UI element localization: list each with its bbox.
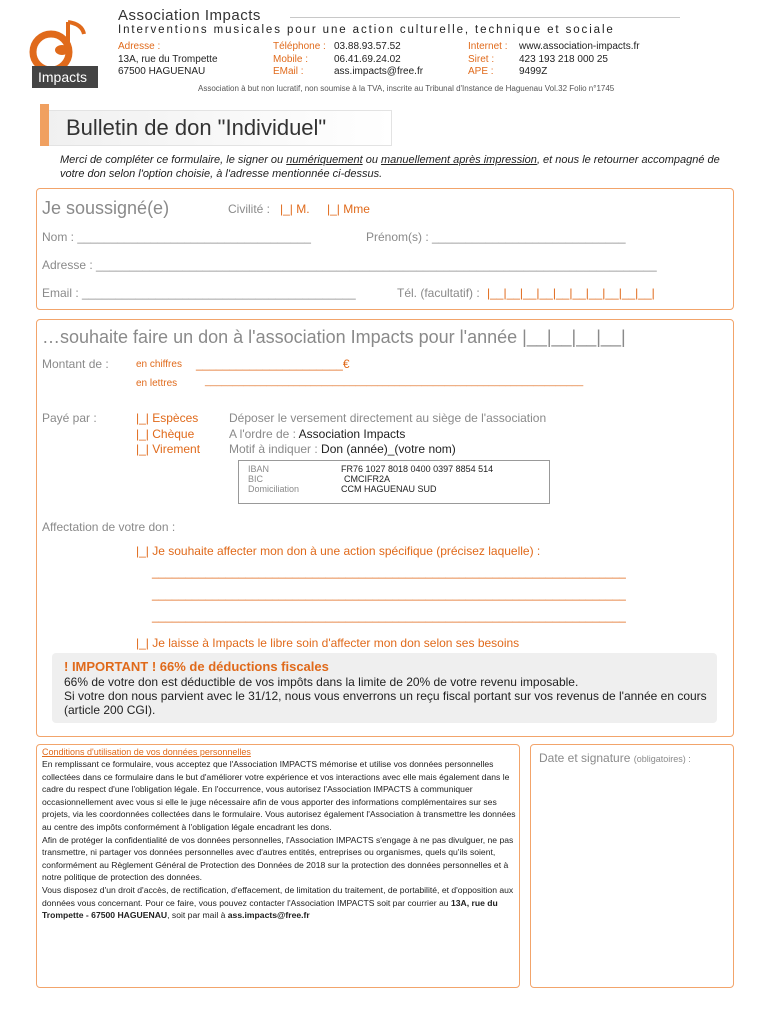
tel-field[interactable]: |__|__|__|__|__|__|__|__|__|__| [487, 286, 655, 300]
payment-methods [136, 411, 200, 458]
org-name: Association Impacts [118, 7, 261, 24]
email-label: EMail : [273, 66, 304, 77]
identity-heading: Je soussigné(e) [42, 198, 170, 218]
important-line2: Si votre don nous parvient avec le 31/12, nous vous enverrons un reçu fiscal portant sur vos revenus de l'année en cours (article 200 CGI). [64, 689, 707, 717]
logo-text: Impacts [38, 69, 88, 85]
conditions-text [42, 758, 516, 922]
specific-action-line-3[interactable]: _______________________________________________________________________ [152, 609, 626, 623]
internet-value[interactable]: www.association-impacts.fr [519, 41, 640, 52]
address-block [118, 41, 218, 79]
lettres-label: en lettres [136, 378, 178, 389]
address-line1: 13A, rue du Trompette [118, 53, 218, 65]
phone-value: 03.88.93.57.52 [334, 41, 401, 52]
conditions-p1: En remplissant ce formulaire, vous acceptez que l'Association IMPACTS mémorise et utilise vos données personnelles collectées dans ce formulaire dans le but d'améliorer votre expérience et vos interactions avec elle mais également dans le cadre du respect d'une l'obligation légale. En l'occurrence, vous autorisez l'Association IMPACTS à communiquer occasionnellement avec vous si elle le juge nécessaire afin de vous apporter des informations complémentaires sur ses projets, via les coordonnées collectées dans le formulaire. Vous autorisez également l'Association à transmettre les données au centre des impôts conformément à l'obligation légale encadrant les dons. [42, 759, 516, 832]
instruction-especes: Déposer le versement directement au siège de l'association [229, 411, 547, 425]
motif-value: Don (année)_(votre nom) [321, 442, 456, 456]
paye-label: Payé par : [42, 411, 97, 425]
org-tagline: Interventions musicales pour une action culturelle, technique et sociale [118, 24, 615, 36]
specific-action-checkbox[interactable]: |_| Je souhaite affecter mon don à une action spécifique (précisez laquelle) : [136, 544, 541, 558]
intro-text [60, 153, 730, 181]
signature-section[interactable] [530, 744, 734, 988]
conditions-p3 [42, 884, 516, 922]
intro-manual-link: manuellement après impression [381, 154, 537, 166]
signature-label [539, 751, 691, 765]
conditions-p3-text: Vous disposez d'un droit d'accès, de rectification, d'effacement, de limitation du traitement, de portabilité, et d'opposition aux données vous concernant. Pour ce faire, vous pouvez contacter l'Association IMPACTS soit par courrier au [42, 884, 514, 908]
cheque-order-label: A l'ordre de : [229, 426, 299, 441]
montant-label: Montant de : [42, 357, 109, 371]
affectation-label: Affectation de votre don : [42, 520, 176, 534]
donation-heading: …souhaite faire un don à l'association Impacts pour l'année |__|__|__|__| [42, 327, 626, 347]
domiciliation-value: CCM HAGUENAU SUD [341, 484, 437, 494]
contact-values [334, 41, 423, 79]
important-text [64, 675, 709, 717]
civility-mme-checkbox[interactable]: |_| Mme [327, 202, 370, 216]
prenom-field[interactable]: Prénom(s) : _____________________________ [366, 230, 626, 244]
page-title: Bulletin de don "Individuel" [66, 115, 327, 140]
instruction-virement [229, 442, 546, 458]
free-allocation-checkbox[interactable]: |_| Je laisse à Impacts le libre soin d'affecter mon don selon ses besoins [136, 636, 520, 650]
legal-mention: Association à but non lucratif, non soumise à la TVA, inscrite au Tribunal d'Instance de Haguenau Vol.32 Folio n°1745 [198, 84, 615, 93]
conditions-p2: Afin de protéger la confidentialité de vos données personnelles, l'Association IMPACTS s'engage à ne pas divulguer, ne pas transmettre, ni partager vos données personnelles avec d'autres entités, entreprises ou organismes, quels qu'ils soient, conformément au Règlement Général de Protection des Données de 2018 sur la protection des données personnelles et à notre politique de protection des données. [42, 834, 514, 883]
internet-label: Internet : [468, 41, 508, 52]
intro-part3: , et nous le retourner accompagné de votre don selon l'option choisie, à l'adresse mentionnée ci-dessus. [60, 154, 720, 180]
title-accent [40, 104, 49, 146]
cheque-order-value: Association Impacts [298, 426, 406, 441]
siret-label: Siret : [468, 53, 495, 65]
header-rule [290, 17, 680, 18]
amount-words-field[interactable]: ____________________________________________________________________ [205, 376, 584, 387]
adresse-field[interactable]: Adresse : ____________________________________________________________________________________ [42, 258, 657, 272]
bic-label: BIC [248, 474, 264, 484]
important-line1: 66% de votre don est déductible de vos impôts dans la limite de 20% de votre revenu imposable. [64, 675, 579, 689]
cheque-checkbox[interactable]: |_| Chèque [136, 426, 195, 441]
phone-label: Téléphone : [273, 41, 326, 52]
civility-label: Civilité : [228, 202, 271, 216]
conditions-address: 13A, rue du Trompette - 67500 HAGUENAU [42, 897, 498, 921]
address-line2: 67500 HAGUENAU [118, 66, 206, 77]
signature-note: (obligatoires) : [633, 754, 691, 764]
specific-action-line-2[interactable]: _______________________________________________________________________ [152, 587, 626, 601]
mobile-value: 06.41.69.24.02 [334, 53, 401, 65]
chiffres-label: en chiffres [136, 359, 182, 370]
domiciliation-label: Domiciliation [248, 484, 300, 494]
civility-m-checkbox[interactable]: |_| M. [280, 202, 310, 216]
ape-value: 9499Z [519, 66, 548, 77]
especes-checkbox[interactable]: |_| Espèces [136, 411, 199, 425]
conditions-email: ass.impacts@free.fr [227, 910, 310, 921]
signature-label-text: Date et signature [539, 751, 634, 765]
instruction-cheque [229, 427, 546, 443]
intro-part2: ou [362, 154, 382, 166]
address-label: Adresse : [118, 41, 161, 52]
intro-numeric-link: numériquement [286, 154, 363, 166]
registry-labels [468, 41, 507, 79]
siret-value: 423 193 218 000 25 [519, 53, 608, 65]
nom-field[interactable]: Nom : ___________________________________ [42, 230, 311, 244]
email-field[interactable]: Email : _________________________________________ [42, 286, 356, 300]
intro-part1: Merci de compléter ce formulaire, le signer ou [60, 154, 287, 166]
iban-value: FR76 1027 8018 0400 0397 8854 514 [341, 464, 494, 474]
payment-instructions [229, 411, 546, 458]
contact-labels [273, 41, 326, 79]
registry-values [519, 41, 640, 79]
bank-labels [248, 464, 299, 494]
email-value[interactable]: ass.impacts@free.fr [334, 66, 424, 77]
important-title: ! IMPORTANT ! 66% de déductions fiscales [64, 659, 329, 674]
bank-values [341, 464, 493, 494]
conditions-title: Conditions d'utilisation de vos données personnelles [42, 747, 251, 757]
ape-label: APE : [468, 66, 494, 77]
specific-action-line-1[interactable]: _______________________________________________________________________ [152, 565, 626, 579]
iban-label: IBAN [248, 464, 270, 474]
motif-label: Motif à indiquer : [229, 442, 322, 456]
virement-checkbox[interactable]: |_| Virement [136, 442, 201, 456]
amount-figures-field[interactable]: ______________________€ [196, 357, 350, 371]
tel-label: Tél. (facultatif) : [397, 286, 480, 300]
conditions-p3-end: , soit par mail à [167, 910, 228, 921]
mobile-label: Mobile : [273, 53, 309, 65]
bic-value: CMCIFR2A [344, 474, 391, 484]
